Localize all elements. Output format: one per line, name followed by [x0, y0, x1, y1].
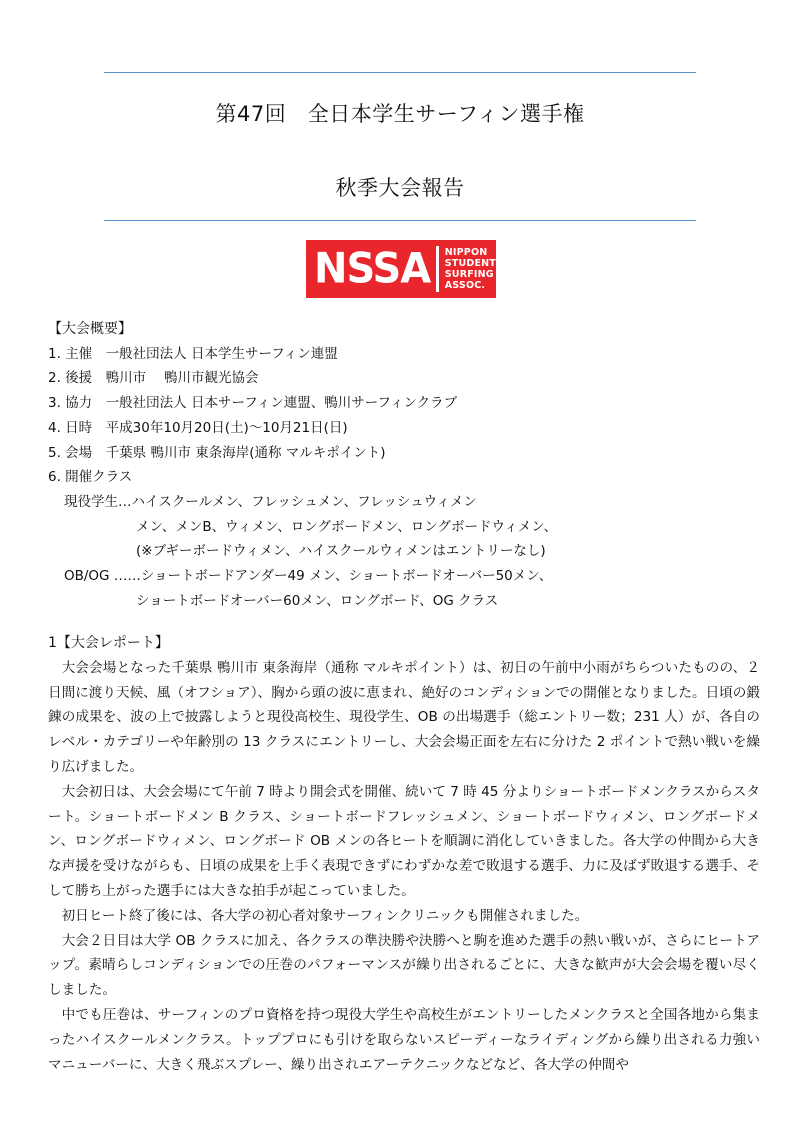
- class-line: (※ブギーボードウィメン、ハイスクールウィメンはエントリーなし): [136, 543, 546, 560]
- top-rule: [104, 72, 696, 73]
- overview-item: 4. 日時 平成30年10月20日(土)～10月21日(日): [48, 419, 348, 436]
- report-paragraph: 大会会場となった千葉県 鴨川市 東条海岸（通称 マルキポイント）は、初日の午前中小雨がちらついたものの、２日間に渡り天候、風（オフショア）、胸から頭の波に恵まれ、絶好のコンディションでの開催となりました。日頃の鍛錬の成果を、波の上で披露しようと現役高校生、現役学生、OB の出場選手（総エントリー数；231 人）が、各自のレベル・カテゴリーや年齢別の 13 クラスにエントリーし、大会会場正面を左右に分けた 2 ポイントで熱い戦いを繰り広げました。: [48, 659, 760, 775]
- logo-sub-line: STUDENT: [444, 258, 496, 269]
- overview-section: [48, 317, 758, 613]
- class-line: OB/OG ……ショートボードアンダー49 メン、ショートボードオーバー50メン、: [64, 568, 553, 585]
- report-paragraph: 大会２日目は大学 OB クラスに加え、各クラスの準決勝や決勝へと駒を進めた選手の熱い戦いが、さらにヒートアップ。素晴らしコンディションでの圧巻のパフォーマンスが繰り出されるごとに、大きな歓声が大会会場を覆い尽くしました。: [48, 932, 760, 999]
- overview-item: 3. 協力 一般社団法人 日本サーフィン連盟、鴨川サーフィンクラブ: [48, 395, 458, 412]
- overview-item: 2. 後援 鴨川市 鴨川市観光協会: [48, 370, 259, 387]
- report-paragraph: 初日ヒート終了後には、各大学の初心者対象サーフィンクリニックも開催されました。: [61, 907, 589, 924]
- report-paragraph: 中でも圧巻は、サーフィンのプロ資格を持つ現役大学生や高校生がエントリーしたメンクラスと全国各地から集まったハイスクールメンクラス。トッププロにも引けを取らないスピーディーなライディングから繰り出される力強いマニューバーに、大きく飛ぶスプレー、繰り出されエアーテクニックなどなど、各大学の仲間や: [48, 1006, 760, 1073]
- class-line: 現役学生…ハイスクールメン、フレッシュメン、フレッシュウィメン: [64, 493, 477, 510]
- logo-sub-line: ASSOC.: [444, 280, 486, 291]
- overview-item: 6. 開催クラス: [48, 469, 133, 486]
- class-line: ショートボードオーバー60メン、ロングボード、OG クラス: [136, 592, 499, 609]
- page-title: 第47回 全日本学生サーフィン選手権: [215, 102, 585, 126]
- nssa-logo: [306, 240, 496, 298]
- report-heading: 1【大会レポート】: [48, 635, 169, 651]
- logo-wordmark: NSSA: [314, 244, 431, 294]
- logo-sub-line: SURFING: [444, 269, 494, 280]
- report-paragraph: 大会初日は、大会会場にて午前 7 時より開会式を開催、続いて 7 時 45 分よりショートボードメンクラスからスタート。ショートボードメン B クラス、ショートボードフレッシュメン、ショートボードウィメン、ロングボードメン、ロングボードウィメン、ロングボード OB メンの各ヒートを順調に消化していきました。各大学の仲間から大きな声援を受けながらも、日頃の成果を上手く表現できずにわずかな差で敗退する選手、力に及ばず敗退する選手、そして勝ち上がった選手には大きな拍手が起こっていました。: [48, 783, 760, 899]
- class-line: メン、メンB、ウィメン、ロングボードメン、ロングボードウィメン、: [136, 518, 558, 535]
- overview-item: 5. 会場 千葉県 鴨川市 東条海岸(通称 マルキポイント): [48, 444, 386, 461]
- overview-heading: 【大会概要】: [48, 321, 132, 337]
- overview-item: 1. 主催 一般社団法人 日本学生サーフィン連盟: [48, 345, 338, 362]
- page-subtitle: 秋季大会報告: [335, 176, 465, 200]
- logo-divider: [436, 246, 438, 292]
- bottom-rule: [104, 220, 696, 221]
- logo-subtext: [445, 247, 496, 291]
- logo-sub-line: NIPPON: [444, 247, 488, 258]
- report-section: [48, 631, 760, 1077]
